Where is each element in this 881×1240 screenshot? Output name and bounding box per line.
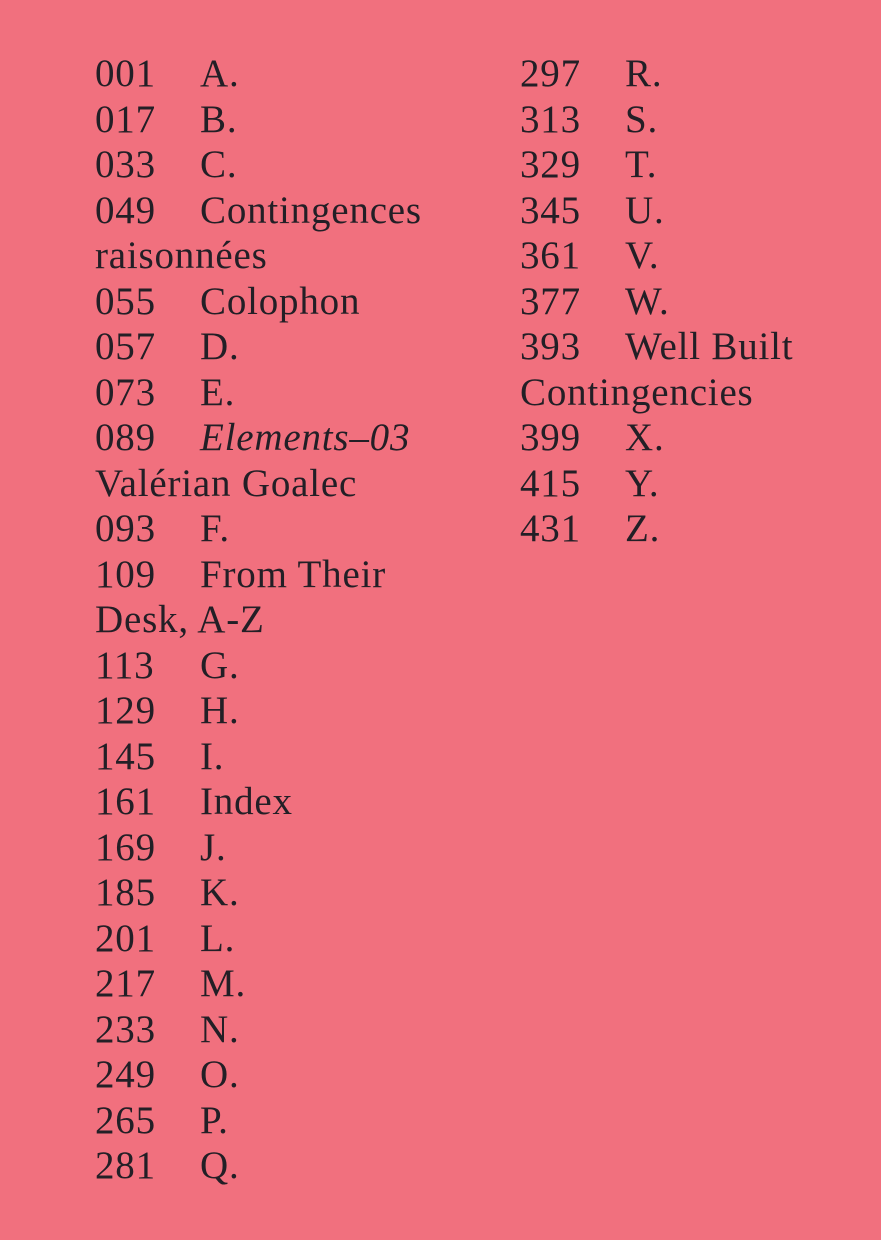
page-number: 169 — [95, 825, 156, 869]
toc-entry — [95, 1143, 473, 1189]
toc-entry — [520, 233, 862, 279]
page-number: 393 — [520, 325, 581, 368]
toc-entry — [95, 370, 473, 416]
entry-title: D. — [200, 325, 240, 368]
entry-title: E. — [200, 370, 236, 414]
page-number: 265 — [95, 1098, 156, 1142]
page-number: 431 — [520, 507, 581, 550]
entry-title: Contingences raisonnées — [95, 188, 422, 277]
toc-entry — [520, 97, 862, 143]
toc-entry — [95, 506, 473, 552]
entry-title: G. — [200, 643, 240, 687]
toc-entry — [520, 506, 862, 552]
toc-entry — [95, 825, 473, 871]
toc-entry — [95, 51, 473, 97]
page-number: 361 — [520, 234, 581, 277]
page-number: 377 — [520, 279, 581, 323]
toc-entry — [95, 870, 473, 916]
entry-title: Well Built Contingencies — [520, 325, 794, 414]
toc-entry — [95, 961, 473, 1007]
page-number: 217 — [95, 962, 156, 1005]
toc-entry — [95, 324, 473, 370]
toc-entry — [520, 279, 862, 325]
entry-title: I. — [200, 734, 225, 778]
page-number: 185 — [95, 871, 156, 914]
entry-title: Colophon — [200, 279, 361, 323]
entry-title: K. — [200, 871, 240, 914]
entry-title: J. — [200, 825, 227, 869]
page-number: 415 — [520, 461, 581, 505]
toc-entry — [95, 916, 473, 962]
page-number: 129 — [95, 689, 156, 732]
entry-title: P. — [200, 1098, 229, 1142]
entry-title: X. — [625, 416, 665, 459]
entry-title: S. — [625, 97, 659, 141]
entry-title: T. — [625, 143, 658, 186]
page-number: 329 — [520, 143, 581, 186]
page-number: 399 — [520, 416, 581, 459]
page-number: 073 — [95, 370, 156, 414]
toc-entry — [95, 779, 473, 825]
toc-entry — [520, 324, 862, 415]
toc-entry — [95, 1052, 473, 1098]
toc-entry — [95, 688, 473, 734]
toc-entry — [520, 461, 862, 507]
entry-title: R. — [625, 52, 663, 95]
page-number: 233 — [95, 1007, 156, 1051]
page-number: 057 — [95, 325, 156, 368]
page-number: 281 — [95, 1144, 156, 1187]
entry-title-italic: Elements–03 — [200, 416, 411, 459]
toc-entry — [520, 51, 862, 97]
page-number: 093 — [95, 507, 156, 550]
page-number: 113 — [95, 643, 155, 687]
entry-title: B. — [200, 97, 238, 141]
page-number: 161 — [95, 780, 156, 823]
page-number: 145 — [95, 734, 156, 778]
entry-title: H. — [200, 689, 240, 732]
toc-entry — [95, 1007, 473, 1053]
toc-entry — [520, 415, 862, 461]
entry-title: V. — [625, 234, 660, 277]
entry-title: L. — [200, 916, 236, 960]
page-number: 055 — [95, 279, 156, 323]
toc-entry — [95, 552, 473, 643]
toc-entry — [95, 142, 473, 188]
page-number: 001 — [95, 52, 156, 95]
toc-entry — [95, 415, 473, 506]
toc-entry — [95, 97, 473, 143]
page-number: 109 — [95, 552, 156, 596]
entry-title: Q. — [200, 1144, 240, 1187]
toc-entry — [95, 188, 473, 279]
page-number: 049 — [95, 188, 156, 232]
toc-column-right — [520, 51, 862, 552]
page-number: 313 — [520, 97, 581, 141]
entry-title: Y. — [625, 461, 660, 505]
entry-title: M. — [200, 962, 247, 1005]
toc-entry — [95, 643, 473, 689]
toc-column-left — [95, 51, 473, 1189]
toc-entry — [95, 279, 473, 325]
entry-title: Valérian Goalec — [95, 461, 358, 505]
page-number: 017 — [95, 97, 156, 141]
toc-entry — [95, 734, 473, 780]
entry-title: U. — [625, 188, 665, 232]
page-number: 345 — [520, 188, 581, 232]
entry-title: Z. — [625, 507, 661, 550]
page-number: 249 — [95, 1053, 156, 1096]
toc-entry — [520, 188, 862, 234]
entry-title: Index — [200, 780, 293, 823]
entry-title: F. — [200, 507, 230, 550]
entry-title: O. — [200, 1053, 240, 1096]
page-number: 201 — [95, 916, 156, 960]
toc-entry — [520, 142, 862, 188]
entry-title: From Their Desk, A-Z — [95, 552, 387, 641]
entry-title: C. — [200, 143, 238, 186]
entry-title: A. — [200, 52, 240, 95]
entry-title: W. — [625, 279, 670, 323]
page-number: 297 — [520, 52, 581, 95]
entry-title: N. — [200, 1007, 240, 1051]
page-number: 089 — [95, 416, 156, 459]
page-number: 033 — [95, 143, 156, 186]
toc-entry — [95, 1098, 473, 1144]
